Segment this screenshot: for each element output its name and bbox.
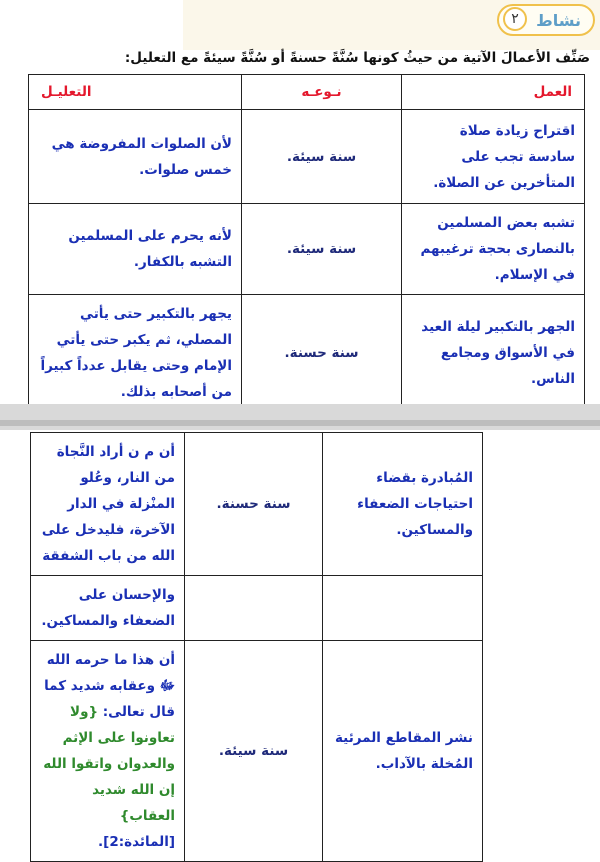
cell-type: سنة حسنة. bbox=[242, 295, 402, 412]
cell-type: سنة سيئة. bbox=[185, 641, 323, 862]
cell-action: المُبادرة بقضاء احتياجات الضعفاء والمساكين. bbox=[323, 433, 483, 576]
cell-reason: والإحسان على الضعفاء والمساكين. bbox=[31, 576, 185, 641]
cell-action: الجهر بالتكبير ليلة العيد في الأسواق ومجامع الناس. bbox=[402, 295, 585, 412]
cell-reason: لأن الصلوات المفروضة هي خمس صلوات. bbox=[29, 110, 242, 204]
page-separator-line bbox=[0, 420, 600, 426]
table-row bbox=[31, 433, 483, 576]
table-row bbox=[29, 204, 585, 295]
cell-type: سنة حسنة. bbox=[185, 433, 323, 576]
cell-reason: يجهر بالتكبير حتى يأتي المصلي، ثم يكبر حتى يأتي الإمام وحتى يقابل عدداً كبيراً من أصحابه بذلك. bbox=[29, 295, 242, 412]
cell-reason: لأنه يحرم على المسلمين التشبه بالكفار. bbox=[29, 204, 242, 295]
reason-intro: أن هذا ما حرمه الله ﷻ وعقابه شديد كما قال تعالى: bbox=[44, 652, 175, 720]
page-separator bbox=[0, 404, 600, 430]
verse-reference: [المائدة:2]. bbox=[98, 834, 175, 850]
classification-table bbox=[28, 74, 585, 412]
header-type: نـوعـه bbox=[242, 75, 402, 110]
header-reason: التعليـل bbox=[29, 75, 242, 110]
table-row bbox=[29, 110, 585, 204]
activity-number: ٢ bbox=[503, 7, 527, 31]
quran-verse: {ولا تعاونوا على الإثم والعدوان واتقوا الله إن الله شديد العقاب} bbox=[43, 704, 175, 824]
header-action: العمل bbox=[402, 75, 585, 110]
cell-reason: أن م ن أراد النَّجاة من النار، وعُلو المنْزلة في الدار الآخرة، فليدخل على الله من باب الشفقة bbox=[31, 433, 185, 576]
cell-type: سنة سيئة. bbox=[242, 110, 402, 204]
activity-badge bbox=[497, 4, 595, 36]
cell-action: تشبه بعض المسلمين بالنصارى بحجة ترغيبهم في الإسلام. bbox=[402, 204, 585, 295]
instruction-text: صَنِّف الأعمالَ الآتية من حيثُ كونها سُنَّةً حسنةً أو سُنَّةً سيئةً مع التعليل: bbox=[124, 50, 590, 66]
cell-type: سنة سيئة. bbox=[242, 204, 402, 295]
table-row bbox=[29, 295, 585, 412]
cell-action bbox=[323, 576, 483, 641]
table-header-row bbox=[29, 75, 585, 110]
classification-table-continued bbox=[30, 432, 483, 862]
cell-action: نشر المقاطع المرئية المُخلة بالآداب. bbox=[323, 641, 483, 862]
table-row bbox=[31, 576, 483, 641]
cell-reason bbox=[31, 641, 185, 862]
table-row bbox=[31, 641, 483, 862]
cell-type bbox=[185, 576, 323, 641]
cell-action: اقتراح زيادة صلاة سادسة تجب على المتأخرين عن الصلاة. bbox=[402, 110, 585, 204]
activity-label: نشاط bbox=[536, 11, 581, 30]
